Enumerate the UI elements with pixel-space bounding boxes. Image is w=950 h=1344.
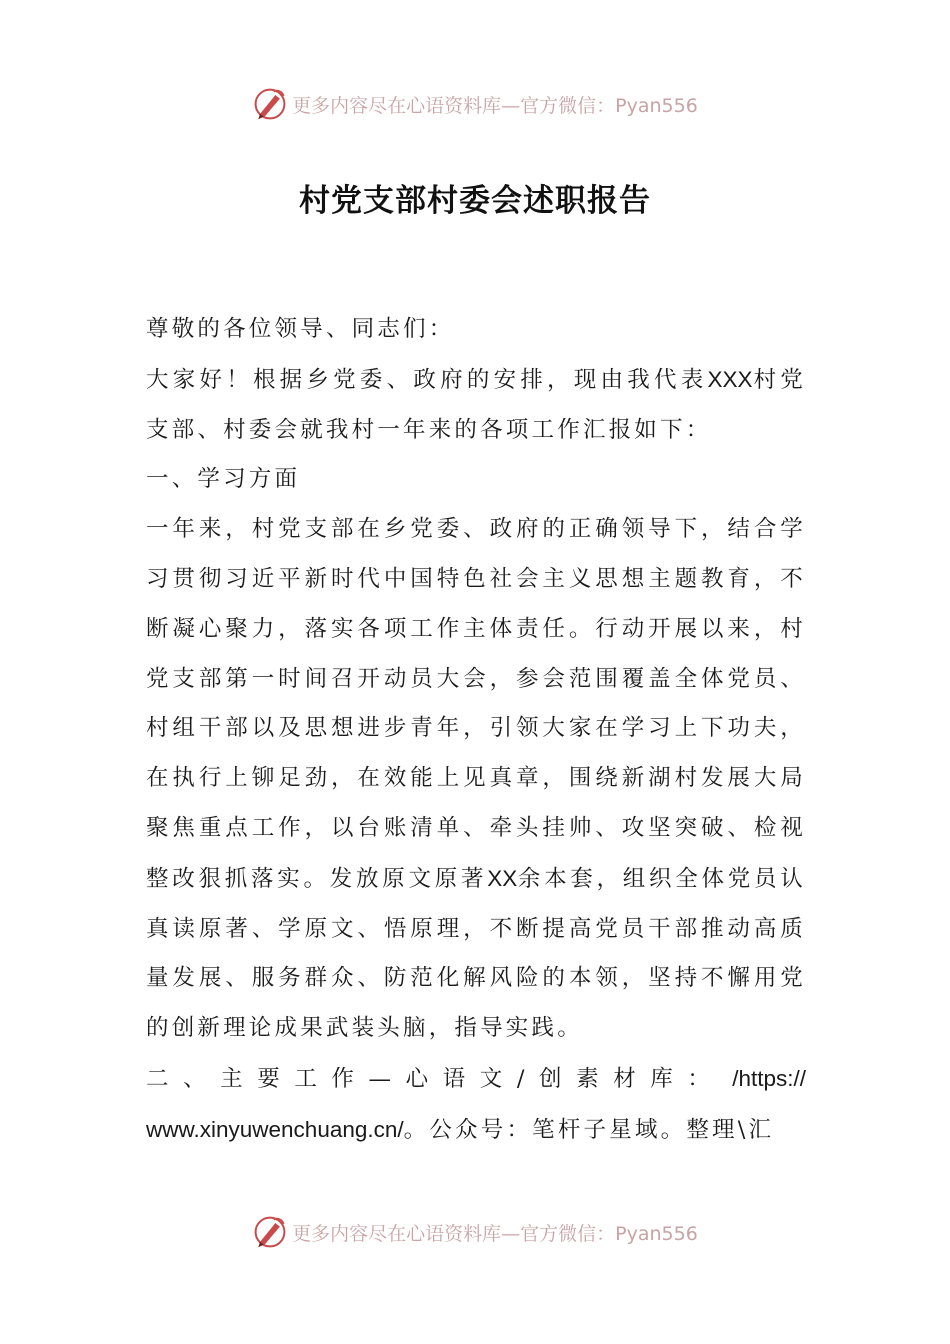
section-body-study: 一年来，村党支部在乡党委、政府的正确领导下，结合学习贯彻习近平新时代中国特色社会主义思想主题教育，不断凝心聚力，落实各项工作主体责任。行动开展以来，村党支部第一时间召开动员大会，参会范围覆盖全体党员、村组干部以及思想进步青年，引领大家在学习上下功夫，在执行上铆足劲，在效能上见真章，围绕新湖村发展大局聚焦重点工作，以台账清单、牵头挂帅、攻坚突破、检视整改狠抓落实。发放原文原著XX余本套，组织全体党员认真读原著、学原文、悟原理，不断提高党员干部推动高质量发展、服务群众、防范化解风险的本领，坚持不懈用党的创新理论成果武装头脑，指导实践。 — [146, 516, 807, 1042]
watermark-banner-bottom — [0, 1210, 950, 1254]
document-title: 村党支部村委会述职报告 — [299, 183, 651, 219]
section-heading-study: 一、学习方面 — [146, 466, 301, 493]
watermark-text: 更多内容尽在心语资料库—官方微信：Pyan556 — [292, 1222, 698, 1245]
pen-logo-icon — [252, 1214, 288, 1250]
section-heading-main-work: 二、主要工作—心语文/创素材库： /https:// — [146, 1065, 806, 1092]
watermark-banner-top — [0, 82, 950, 126]
intro-paragraph: 大家好！根据乡党委、政府的安排，现由我代表XXX村党支部、村委会就我村一年来的各项工作汇报如下： — [146, 366, 807, 443]
pen-logo-icon — [252, 86, 288, 122]
salutation: 尊敬的各位领导、同志们： — [146, 316, 455, 342]
watermark-text: 更多内容尽在心语资料库—官方微信：Pyan556 — [292, 94, 698, 117]
source-url-link[interactable]: www.xinyuwenchuang.cn/ — [146, 1116, 404, 1142]
source-line: www.xinyuwenchuang.cn/。公众号：笔杆子星域。整理\汇 — [146, 1116, 775, 1143]
document-body — [146, 305, 806, 1156]
